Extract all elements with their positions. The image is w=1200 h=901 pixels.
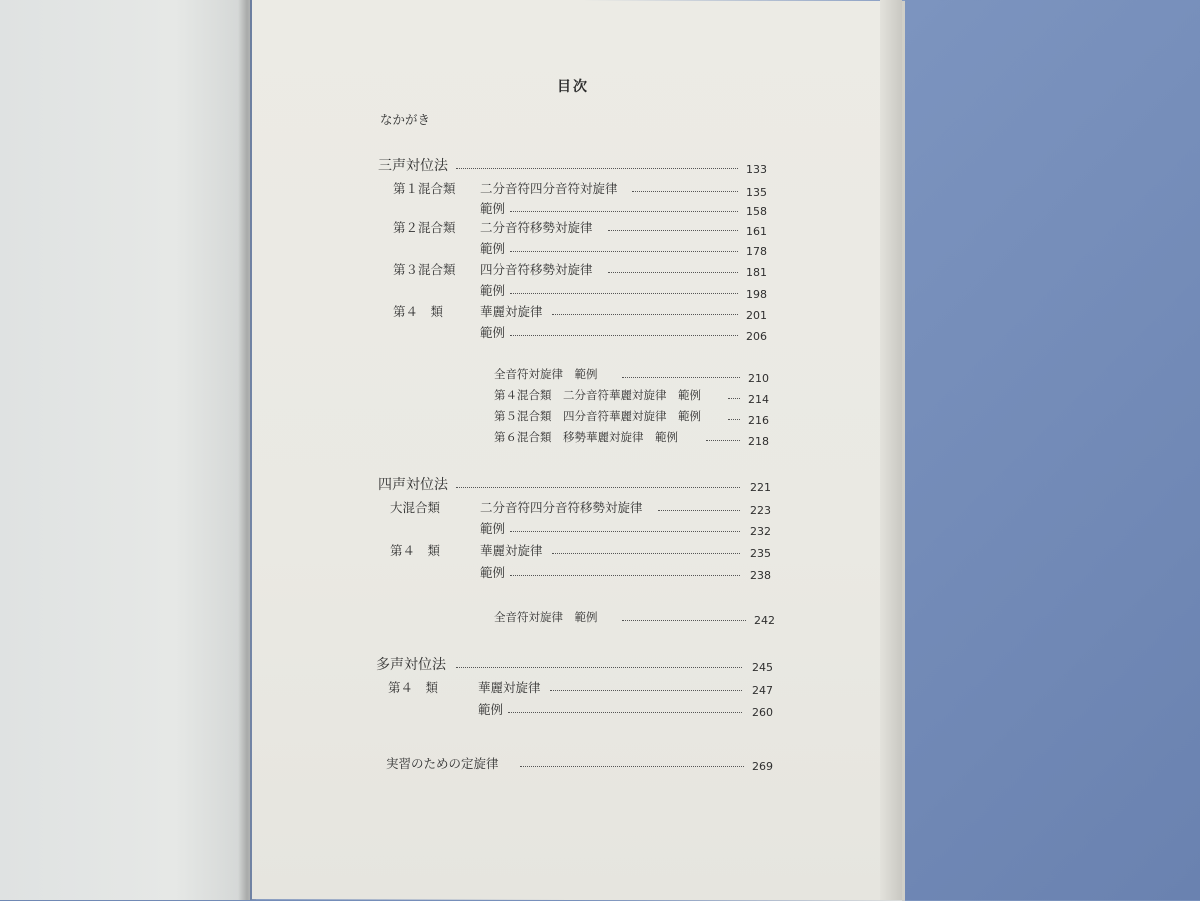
page-number: 206 <box>746 330 767 343</box>
entry-title: 華麗対旋律 <box>480 304 543 319</box>
entry-title: 二分音符四分音符移勢対旋律 <box>480 500 643 515</box>
entry-label: 第４ 類 <box>390 543 441 558</box>
page-number: 223 <box>750 504 771 517</box>
entry-label: 第１混合類 <box>393 181 456 196</box>
entry-example: 全音符対旋律 範例 <box>494 610 598 624</box>
leader-dots <box>550 690 742 691</box>
entry-label: 第３混合類 <box>393 262 456 277</box>
page-number: 247 <box>752 684 773 697</box>
page-number: 260 <box>752 706 773 719</box>
entry-title: 二分音符移勢対旋律 <box>480 220 593 235</box>
page-number: 221 <box>750 481 771 494</box>
entry-title: 二分音符四分音符対旋律 <box>480 181 618 196</box>
left-page <box>0 0 250 900</box>
leader-dots <box>510 531 740 532</box>
page-number: 216 <box>748 414 769 427</box>
preface-label: なかがき <box>380 112 431 127</box>
entry-label: 大混合類 <box>390 500 441 515</box>
page-number: 245 <box>752 661 773 674</box>
entry-example: 範例 <box>480 201 506 216</box>
leader-dots <box>622 377 740 378</box>
entry-example: 範例 <box>480 283 506 298</box>
entry-example: 第６混合類 移勢華麗対旋律 範例 <box>494 430 678 444</box>
entry-title: 実習のための定旋律 <box>386 756 499 771</box>
page-number: 218 <box>748 435 769 448</box>
entry-title: 四分音符移勢対旋律 <box>480 262 593 277</box>
entry-title: 華麗対旋律 <box>480 543 543 558</box>
page-number: 161 <box>746 225 767 238</box>
entry-example: 全音符対旋律 範例 <box>494 367 598 381</box>
leader-dots <box>608 272 738 273</box>
leader-dots <box>552 314 738 315</box>
leader-dots <box>456 487 740 488</box>
page-number: 198 <box>746 288 767 301</box>
page-edge <box>880 0 902 900</box>
entry-example: 範例 <box>478 702 504 717</box>
leader-dots <box>520 766 744 767</box>
leader-dots <box>508 712 742 713</box>
page-number: 178 <box>746 245 767 258</box>
leader-dots <box>632 191 738 192</box>
page-number: 232 <box>750 525 771 538</box>
leader-dots <box>510 575 740 576</box>
page-number: 181 <box>746 266 767 279</box>
leader-dots <box>622 620 746 621</box>
entry-example: 範例 <box>480 325 506 340</box>
leader-dots <box>728 419 740 420</box>
page-number: 201 <box>746 309 767 322</box>
leader-dots <box>728 398 740 399</box>
entry-label: 第２混合類 <box>393 220 456 235</box>
entry-label: 第４ 類 <box>393 304 444 319</box>
leader-dots <box>456 667 742 668</box>
leader-dots <box>510 335 738 336</box>
page-title: 目次 <box>557 79 589 95</box>
page-number: 242 <box>754 614 775 627</box>
entry-example: 範例 <box>480 565 506 580</box>
section-heading-multi-voice: 多声対位法 <box>376 657 446 673</box>
leader-dots <box>510 211 738 212</box>
page-number: 235 <box>750 547 771 560</box>
section-heading-four-voice: 四声対位法 <box>378 477 448 493</box>
page-number: 210 <box>748 372 769 385</box>
page-number: 133 <box>746 163 767 176</box>
section-heading-three-voice: 三声対位法 <box>378 158 448 174</box>
leader-dots <box>608 230 738 231</box>
entry-label: 第４ 類 <box>388 680 439 695</box>
leader-dots <box>456 168 738 169</box>
page-number: 269 <box>752 760 773 773</box>
entry-title: 華麗対旋律 <box>478 680 541 695</box>
page-number: 135 <box>746 186 767 199</box>
leader-dots <box>510 293 738 294</box>
entry-example: 範例 <box>480 241 506 256</box>
leader-dots <box>510 251 738 252</box>
page-number: 158 <box>746 205 767 218</box>
leader-dots <box>706 440 740 441</box>
entry-example: 第５混合類 四分音符華麗対旋律 範例 <box>494 409 701 423</box>
page-number: 214 <box>748 393 769 406</box>
leader-dots <box>552 553 740 554</box>
page-number: 238 <box>750 569 771 582</box>
leader-dots <box>658 510 740 511</box>
entry-example: 範例 <box>480 521 506 536</box>
entry-example: 第４混合類 二分音符華麗対旋律 範例 <box>494 388 701 402</box>
